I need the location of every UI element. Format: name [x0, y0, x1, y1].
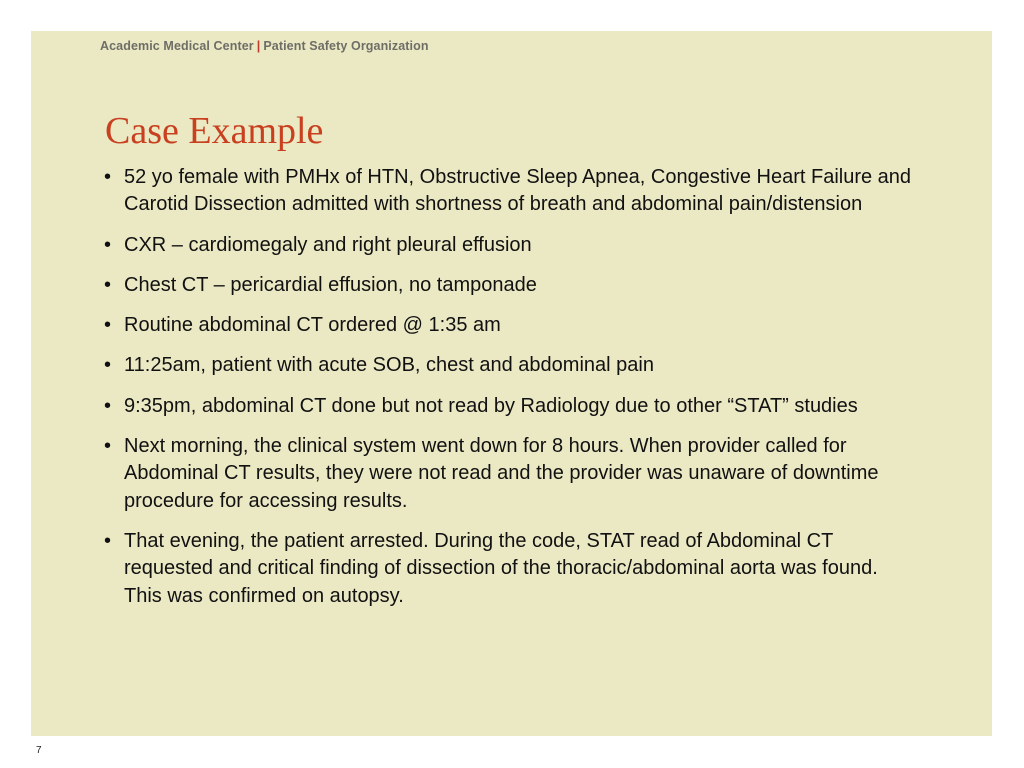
bullet-text: 52 yo female with PMHx of HTN, Obstructive Sleep Apnea, Congestive Heart Failure and Carotid Dissection admitted with shortness of breath and abdominal pain/distension [124, 166, 912, 216]
bullet-text: Routine abdominal CT ordered @ 1:35 am [124, 314, 501, 337]
bullet-marker: • [104, 233, 112, 256]
bullet-marker: • [104, 166, 112, 188]
bullet-item [104, 312, 920, 339]
bullet-text: That evening, the patient arrested. During the code, STAT read of Abdominal CT requested and critical finding of dissection of the thoracic/abdominal aorta was found. This was confirmed on autopsy. [124, 529, 878, 607]
slide-title: Case Example [105, 110, 324, 152]
bullet-marker: • [104, 529, 112, 552]
bullet-text: 11:25am, patient with acute SOB, chest and abdominal pain [124, 354, 654, 377]
bullet-marker: • [104, 354, 112, 377]
bullet-text: CXR – cardiomegaly and right pleural effusion [124, 233, 532, 256]
header-org-unit: Patient Safety Organization [263, 39, 429, 53]
bullet-marker: • [104, 394, 112, 417]
bullet-item [104, 164, 920, 219]
bullet-text: 9:35pm, abdominal CT done but not read by Radiology due to other “STAT” studies [124, 394, 858, 417]
bullet-text: Next morning, the clinical system went down for 8 hours. When provider called for Abdominal CT results, they were not read and the provider was unaware of downtime procedure for accessing results. [124, 435, 879, 512]
page-number: 7 [36, 745, 42, 756]
bullet-item [104, 433, 920, 515]
organization-header [100, 39, 429, 53]
header-org-name: Academic Medical Center [100, 39, 254, 53]
bullet-item [104, 272, 920, 299]
bullet-list [104, 164, 920, 623]
bullet-text: Chest CT – pericardial effusion, no tamponade [124, 273, 537, 296]
bullet-item [104, 232, 920, 259]
bullet-item [104, 528, 920, 610]
header-separator: | [256, 39, 261, 53]
bullet-marker: • [104, 273, 112, 296]
bullet-item [104, 393, 920, 420]
bullet-marker: • [104, 314, 112, 337]
bullet-item [104, 352, 920, 379]
bullet-marker: • [104, 435, 112, 458]
